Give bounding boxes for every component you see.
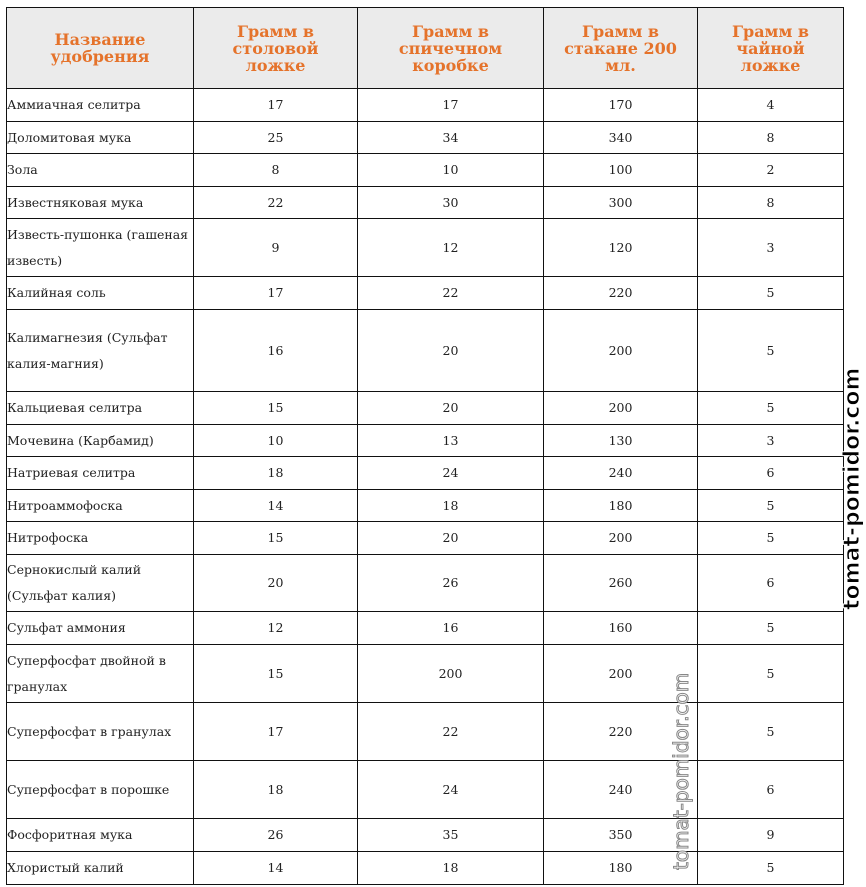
grams-tablespoon-cell: 8: [194, 154, 358, 187]
grams-teaspoon-cell: 5: [698, 645, 844, 703]
grams-tablespoon-cell: 15: [194, 392, 358, 425]
grams-glass-cell: 220: [544, 277, 698, 310]
fertilizer-name-cell: Натриевая селитра: [7, 457, 194, 490]
grams-glass-cell: 220: [544, 703, 698, 761]
table-row: [7, 819, 844, 852]
grams-glass-cell: 120: [544, 219, 698, 277]
grams-teaspoon-cell: 6: [698, 761, 844, 819]
fertilizer-name-cell: Сернокислый калий (Сульфат калия): [7, 555, 194, 612]
table-row: [7, 310, 844, 392]
table-row: [7, 219, 844, 277]
fertilizer-name-cell: Мочевина (Карбамид): [7, 425, 194, 457]
grams-glass-cell: 200: [544, 522, 698, 555]
grams-tablespoon-cell: 26: [194, 819, 358, 852]
table-header-row: [7, 8, 844, 89]
table-row: [7, 457, 844, 490]
header-grams-glass: Грамм в стакане 200 мл.: [544, 8, 698, 89]
header-grams-teaspoon: Грамм в чайной ложке: [698, 8, 844, 89]
header-fertilizer-name: Название удобрения: [7, 8, 194, 89]
grams-tablespoon-cell: 15: [194, 522, 358, 555]
grams-glass-cell: 260: [544, 555, 698, 612]
grams-glass-cell: 300: [544, 187, 698, 219]
table-row: [7, 761, 844, 819]
grams-matchbox-cell: 12: [358, 219, 544, 277]
table-row: [7, 522, 844, 555]
grams-matchbox-cell: 24: [358, 457, 544, 490]
grams-tablespoon-cell: 20: [194, 555, 358, 612]
grams-teaspoon-cell: 5: [698, 852, 844, 885]
fertilizer-name-cell: Известняковая мука: [7, 187, 194, 219]
grams-tablespoon-cell: 15: [194, 645, 358, 703]
grams-teaspoon-cell: 8: [698, 187, 844, 219]
grams-glass-cell: 180: [544, 490, 698, 522]
fertilizer-name-cell: Суперфосфат в гранулах: [7, 703, 194, 761]
fertilizer-name-cell: Фосфоритная мука: [7, 819, 194, 852]
grams-glass-cell: 350: [544, 819, 698, 852]
grams-teaspoon-cell: 5: [698, 310, 844, 392]
header-grams-tablespoon: Грамм в столовой ложке: [194, 8, 358, 89]
grams-matchbox-cell: 13: [358, 425, 544, 457]
watermark: tomat-pomidor.com: [840, 367, 865, 610]
grams-tablespoon-cell: 25: [194, 122, 358, 154]
grams-tablespoon-cell: 16: [194, 310, 358, 392]
fertilizer-name-cell: Нитроаммофоска: [7, 490, 194, 522]
grams-matchbox-cell: 18: [358, 852, 544, 885]
grams-glass-cell: 200: [544, 392, 698, 425]
grams-glass-cell: 340: [544, 122, 698, 154]
fertilizer-name-cell: Нитрофоска: [7, 522, 194, 555]
table-row: [7, 154, 844, 187]
grams-tablespoon-cell: 12: [194, 612, 358, 645]
grams-matchbox-cell: 30: [358, 187, 544, 219]
grams-teaspoon-cell: 5: [698, 703, 844, 761]
grams-glass-cell: 160: [544, 612, 698, 645]
grams-matchbox-cell: 26: [358, 555, 544, 612]
grams-matchbox-cell: 34: [358, 122, 544, 154]
fertilizer-name-cell: Аммиачная селитра: [7, 89, 194, 122]
grams-tablespoon-cell: 18: [194, 457, 358, 490]
grams-glass-cell: 200: [544, 645, 698, 703]
header-grams-matchbox: Грамм в спичечном коробке: [358, 8, 544, 89]
grams-teaspoon-cell: 6: [698, 555, 844, 612]
fertilizer-name-cell: Калийная соль: [7, 277, 194, 310]
grams-tablespoon-cell: 9: [194, 219, 358, 277]
grams-glass-cell: 240: [544, 457, 698, 490]
fertilizer-name-cell: Сульфат аммония: [7, 612, 194, 645]
grams-teaspoon-cell: 5: [698, 522, 844, 555]
grams-glass-cell: 170: [544, 89, 698, 122]
grams-tablespoon-cell: 18: [194, 761, 358, 819]
grams-matchbox-cell: 20: [358, 522, 544, 555]
grams-matchbox-cell: 35: [358, 819, 544, 852]
grams-tablespoon-cell: 14: [194, 852, 358, 885]
grams-matchbox-cell: 18: [358, 490, 544, 522]
fertilizer-table: [6, 7, 844, 885]
grams-matchbox-cell: 20: [358, 392, 544, 425]
grams-tablespoon-cell: 10: [194, 425, 358, 457]
watermark-outline: tomat-pomidor.com: [669, 672, 693, 870]
table-row: [7, 852, 844, 885]
table-row: [7, 645, 844, 703]
grams-teaspoon-cell: 3: [698, 219, 844, 277]
grams-matchbox-cell: 10: [358, 154, 544, 187]
grams-teaspoon-cell: 6: [698, 457, 844, 490]
table-body: [7, 89, 844, 885]
table-row: [7, 425, 844, 457]
table-row: [7, 612, 844, 645]
grams-matchbox-cell: 24: [358, 761, 544, 819]
grams-tablespoon-cell: 14: [194, 490, 358, 522]
fertilizer-name-cell: Хлористый калий: [7, 852, 194, 885]
grams-glass-cell: 240: [544, 761, 698, 819]
table-row: [7, 490, 844, 522]
table-row: [7, 555, 844, 612]
grams-teaspoon-cell: 5: [698, 392, 844, 425]
fertilizer-name-cell: Доломитовая мука: [7, 122, 194, 154]
grams-glass-cell: 200: [544, 310, 698, 392]
grams-teaspoon-cell: 5: [698, 612, 844, 645]
fertilizer-name-cell: Зола: [7, 154, 194, 187]
fertilizer-name-cell: Известь-пушонка (гашеная известь): [7, 219, 194, 277]
grams-glass-cell: 180: [544, 852, 698, 885]
table-row: [7, 89, 844, 122]
grams-matchbox-cell: 22: [358, 277, 544, 310]
grams-matchbox-cell: 22: [358, 703, 544, 761]
grams-teaspoon-cell: 4: [698, 89, 844, 122]
table-row: [7, 277, 844, 310]
grams-teaspoon-cell: 8: [698, 122, 844, 154]
grams-matchbox-cell: 20: [358, 310, 544, 392]
table-row: [7, 187, 844, 219]
table-row: [7, 703, 844, 761]
grams-glass-cell: 100: [544, 154, 698, 187]
fertilizer-name-cell: Суперфосфат в порошке: [7, 761, 194, 819]
fertilizer-name-cell: Суперфосфат двойной в гранулах: [7, 645, 194, 703]
grams-tablespoon-cell: 22: [194, 187, 358, 219]
grams-matchbox-cell: 16: [358, 612, 544, 645]
table-row: [7, 392, 844, 425]
grams-tablespoon-cell: 17: [194, 703, 358, 761]
grams-teaspoon-cell: 9: [698, 819, 844, 852]
table-row: [7, 122, 844, 154]
grams-teaspoon-cell: 3: [698, 425, 844, 457]
grams-glass-cell: 130: [544, 425, 698, 457]
grams-tablespoon-cell: 17: [194, 277, 358, 310]
grams-teaspoon-cell: 5: [698, 277, 844, 310]
grams-matchbox-cell: 200: [358, 645, 544, 703]
fertilizer-name-cell: Калимагнезия (Сульфат калия-магния): [7, 310, 194, 392]
grams-teaspoon-cell: 2: [698, 154, 844, 187]
grams-teaspoon-cell: 5: [698, 490, 844, 522]
fertilizer-name-cell: Кальциевая селитра: [7, 392, 194, 425]
grams-tablespoon-cell: 17: [194, 89, 358, 122]
grams-matchbox-cell: 17: [358, 89, 544, 122]
